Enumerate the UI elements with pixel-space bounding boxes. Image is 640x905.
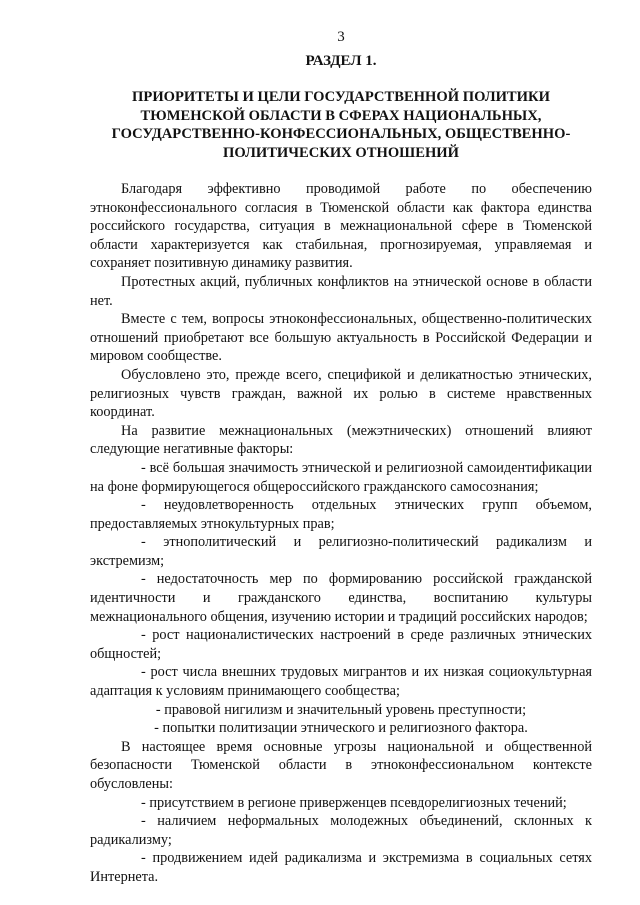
list-item: - рост националистических настроений в среде различных этнических общностей; [90, 627, 592, 662]
list-item: - продвижением идей радикализма и экстремизма в социальных сетях Интернета. [90, 850, 592, 885]
list-item: - неудовлетворенность отдельных этнических групп объемом, предоставляемых этнокультурных прав; [90, 497, 592, 532]
list-item: - правовой нигилизм и значительный уровень преступности; [155, 701, 527, 718]
paragraph-stability: Благодаря эффективно проводимой работе по обеспечению этноконфессионального согласия в Тюменской области как фактора единства российского государства, ситуация в межнациональной сфере в Тюменской области характеризуется как стабильная, прогнозируемая, управляемая и сохраняет позитивную динамику развития. [90, 181, 592, 272]
paragraph-threats-intro: В настоящее время основные угрозы национальной и общественной безопасности Тюменской области в этноконфессиональном контексте обусловлены: [90, 738, 592, 792]
paragraph-no-protests: Протестных акций, публичных конфликтов на этнической основе в области нет. [90, 273, 592, 309]
heading-line: ПОЛИТИЧЕСКИХ ОТНОШЕНИЙ [223, 144, 459, 161]
list-item: - наличием неформальных молодежных объединений, склонных к радикализму; [90, 813, 592, 848]
list-item: - этнополитический и религиозно-политический радикализм и экстремизм; [90, 534, 592, 569]
negative-factors-list [90, 459, 592, 738]
paragraph-reason: Обусловлено это, прежде всего, спецификой и деликатностью этнических, религиозных чувств граждан, важной их ролью в системе нравственных координат. [90, 366, 592, 421]
list-item: - попытки политизации этнического и религиозного фактора. [154, 720, 528, 737]
heading-line: ГОСУДАРСТВЕННО-КОНФЕССИОНАЛЬНЫХ, ОБЩЕСТВЕННО- [111, 126, 571, 142]
threats-list [90, 794, 592, 887]
paragraph-relevance: Вместе с тем, вопросы этноконфессиональных, общественно-политических отношений приобретают все большую актуальность в Российской Федерации и мировом сообществе. [90, 311, 592, 365]
list-item: - рост числа внешних трудовых мигрантов и их низкая социокультурная адаптация к условиям принимающего сообщества; [90, 664, 592, 700]
section-title: РАЗДЕЛ 1. [305, 53, 377, 69]
heading-line: ТЮМЕНСКОЙ ОБЛАСТИ В СФЕРАХ НАЦИОНАЛЬНЫХ, [140, 107, 542, 124]
list-item: - всё большая значимость этнической и религиозной самоидентификации на фоне формирующегося общероссийского гражданского самосознания; [90, 459, 592, 495]
paragraph-factors-intro: На развитие межнациональных (межэтнических) отношений влияют следующие негативные факторы: [90, 422, 592, 458]
list-item: - присутствием в регионе приверженцев псевдорелигиозных течений; [141, 794, 567, 811]
section-heading [90, 88, 592, 162]
heading-line: ПРИОРИТЕТЫ И ЦЕЛИ ГОСУДАРСТВЕННОЙ ПОЛИТИКИ [132, 89, 550, 105]
page-number: 3 [337, 29, 345, 45]
document-page [90, 28, 592, 887]
list-item: - недостаточность мер по формированию российской гражданской идентичности и гражданского единства, воспитанию культуры межнационального общения, изучению истории и традиций российских народов; [90, 571, 592, 625]
